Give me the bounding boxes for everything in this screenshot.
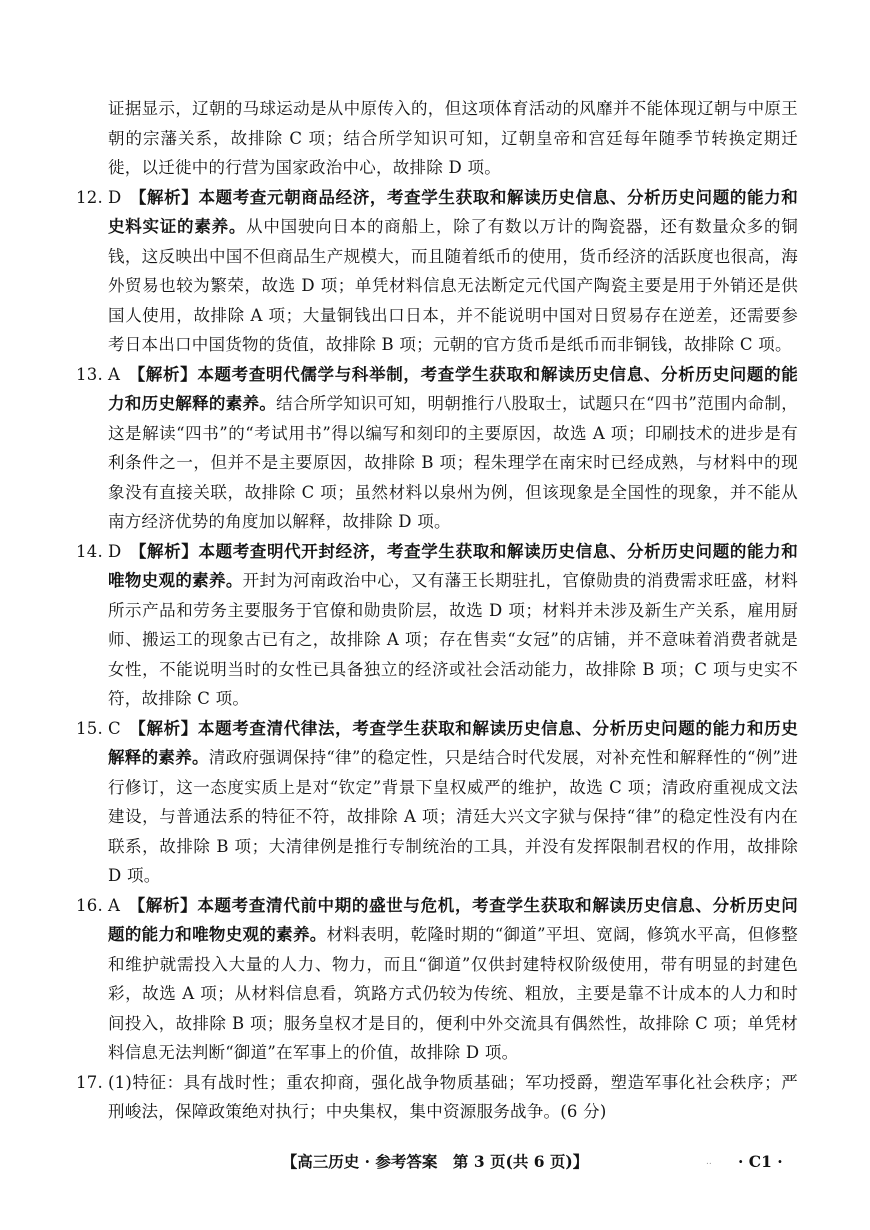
analysis-body: 结合所学知识可知，明朝推行八股取士，试题只在“四书”范围内命制，这是解读“四书”的“考试用书”得以编写和刻印的主要原因，故选 A 项；印刷技术的进步是有利条件之一，但并不是主要原因，故排除 B 项；程朱理学在南宋时已经成熟，与材料中的现象没有直接关联，故排除 C 项；虽然材料以泉州为例，但该现象是全国性的现象，并不能从南方经济优势的角度加以解释，故排除 D 项。 — [108, 394, 798, 531]
explanation-text — [108, 891, 798, 1068]
analysis-intro: 本题考查明代儒学与科举制，考查学生获取和解读历史信息、分析历史问题的能力和历史解释的素养。 — [108, 364, 799, 413]
continued-explanation: 证据显示，辽朝的马球运动是从中原传入的，但这项体育活动的风靡并不能体现辽朝与中原王朝的宗藩关系，故排除 C 项；结合所学知识可知，辽朝皇帝和宫廷每年随季节转换定期迁徙，以迁徙中的行营为国家政治中心，故排除 D 项。 — [108, 99, 798, 177]
question-number: 17. — [76, 1072, 103, 1092]
footer-title: 【高三历史 · 参考答案 第 3 页(共 6 页)】 — [281, 1152, 589, 1171]
answer-item-16 — [76, 891, 799, 1068]
analysis-tag: 【解析】 — [128, 718, 198, 738]
question-number: 14. — [76, 541, 103, 561]
question-number: 12. — [76, 187, 103, 207]
answer-letter: D — [108, 187, 122, 207]
answer-letter: A — [108, 895, 121, 915]
analysis-intro: 本题考查明代开封经济，考查学生获取和解读历史信息、分析历史问题的能力和唯物史观的素养。 — [108, 541, 799, 590]
answer-item-13 — [76, 360, 799, 537]
analysis-tag: 【解析】 — [129, 541, 199, 561]
answer-letter: A — [108, 364, 121, 384]
answer-item-12 — [76, 183, 799, 360]
analysis-tag: 【解析】 — [129, 187, 199, 207]
answer-item-15 — [76, 714, 799, 891]
analysis-tag: 【解析】 — [128, 364, 198, 384]
answer-item-14 — [76, 537, 799, 714]
analysis-intro: 本题考查清代前中期的盛世与危机，考查学生获取和解读历史信息、分析历史问题的能力和唯物史观的素养。 — [108, 895, 799, 944]
analysis-intro: 本题考查元朝商品经济，考查学生获取和解读历史信息、分析历史问题的能力和史料实证的素养。 — [108, 187, 799, 236]
answer-letter: C — [108, 718, 121, 738]
page-footer — [0, 1149, 870, 1175]
analysis-body: (1)特征：具有战时性；重农抑商，强化战争物质基础；军功授爵，塑造军事化社会秩序；严刑峻法，保障政策绝对执行；中央集权，集中资源服务战争。(6 分) — [108, 1072, 798, 1121]
footer-dots: .. — [706, 1157, 712, 1167]
answer-letter: D — [108, 541, 122, 561]
question-number: 16. — [76, 895, 103, 915]
explanation-text — [108, 183, 798, 360]
answer-item-17 — [76, 1068, 798, 1127]
explanation-text — [108, 714, 798, 891]
explanation-text — [108, 1068, 798, 1127]
analysis-body: 从中国驶向日本的商船上，除了有数以万计的陶瓷器，还有数量众多的铜钱，这反映出中国不但商品生产规模大，而且随着纸币的使用，货币经济的活跃度也很高，海外贸易也较为繁荣，故选 D 项；单凭材料信息无法断定元代国产陶瓷主要是用于外销还是供国人使用，故排除 A 项；大量铜钱出口日本，并不能说明中国对日贸易存在逆差，还需要参考日本出口中国货物的货值，故排除 B 项；元朝的官方货币是纸币而非铜钱，故排除 C 项。 — [108, 217, 799, 354]
analysis-body: 清政府强调保持“律”的稳定性，只是结合时代发展，对补充性和解释性的“例”进行修订，这一态度实质上是对“钦定”背景下皇权威严的维护，故选 C 项；清政府重视成文法建设，与普通法系的特征不符，故排除 A 项；清廷大兴文字狱与保持“律”的稳定性没有内在联系，故排除 B 项；大清律例是推行专制统治的工具，并没有发挥限制君权的作用，故排除 D 项。 — [108, 748, 799, 885]
footer-code: · C1 · — [738, 1152, 783, 1171]
explanation-text — [108, 537, 798, 714]
explanation-text — [108, 360, 798, 537]
answer-content — [76, 94, 799, 1127]
question-number: 15. — [76, 718, 103, 738]
analysis-body: 材料表明，乾隆时期的“御道”平坦、宽阔，修筑水平高，但修整和维护就需投入大量的人力、物力，而且“御道”仅供封建特权阶级使用，带有明显的封建色彩，故选 A 项；从材料信息看，筑路方式仍较为传统、粗放，主要是靠不计成本的人力和时间投入，故排除 B 项；服务皇权才是目的，便利中外交流具有偶然性，故排除 C 项；单凭材料信息无法判断“御道”在军事上的价值，故排除 D 项。 — [108, 925, 799, 1062]
analysis-body: 开封为河南政治中心，又有藩王长期驻扎，官僚勋贵的消费需求旺盛，材料所示产品和劳务主要服务于官僚和勋贵阶层，故选 D 项；材料并未涉及新生产关系，雇用厨师、搬运工的现象古已有之，故排除 A 项；存在售卖“女冠”的店铺，并不意味着消费者就是女性，不能说明当时的女性已具备独立的经济或社会活动能力，故排除 B 项；C 项与史实不符，故排除 C 项。 — [108, 571, 799, 708]
question-number: 13. — [76, 364, 103, 384]
analysis-intro: 本题考查清代律法，考查学生获取和解读历史信息、分析历史问题的能力和历史解释的素养。 — [108, 718, 799, 767]
analysis-tag: 【解析】 — [128, 895, 198, 915]
